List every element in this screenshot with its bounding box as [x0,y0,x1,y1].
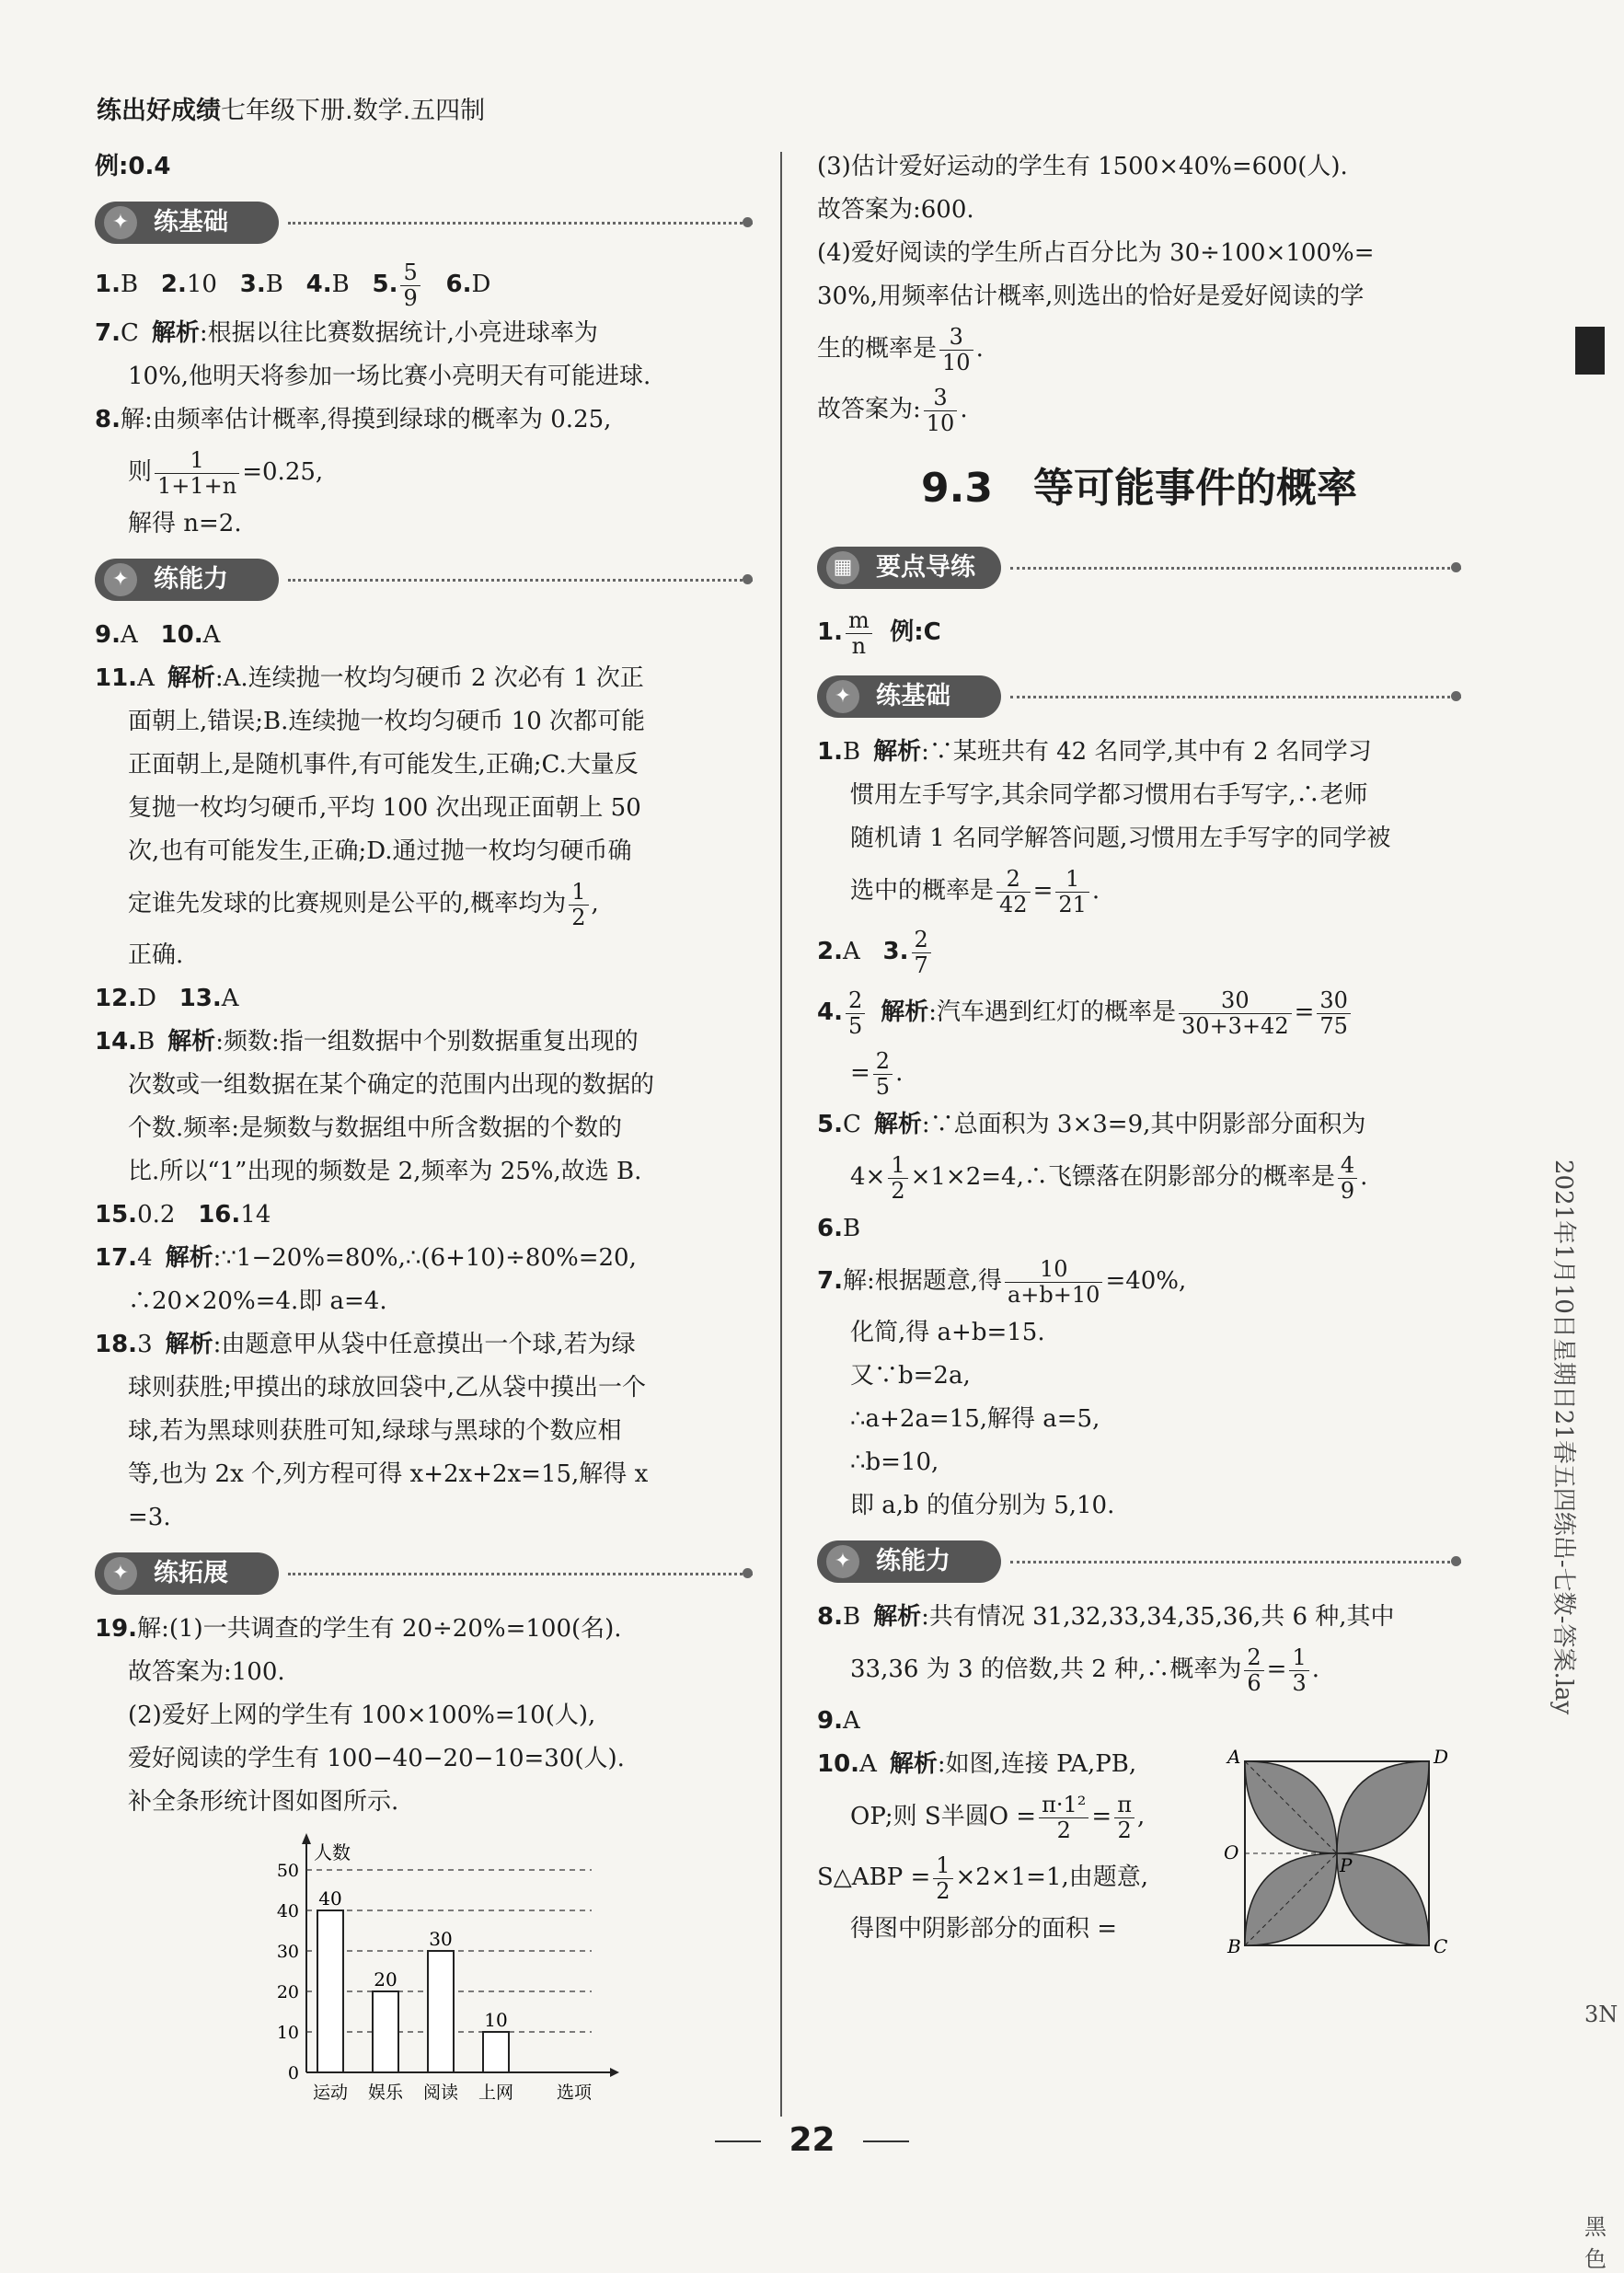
x-tick-label: 娱乐 [367,2083,404,2103]
y-tick-label: 40 [276,1901,299,1921]
y-axis-arrow [302,1833,311,1844]
section-banner-basics-2: ✦ 练基础 [817,666,1461,727]
right-column [817,145,1461,1955]
label-p: P [1340,1854,1353,1876]
question-7: 7.C 解析:根据以往比赛数据统计,小亮进球率为 10%,他明天将参加一场比赛小亮明天有可能进球. [95,319,651,390]
label-b: B [1227,1935,1241,1955]
runner-icon: ✦ [104,563,137,596]
right-answer-9: 9.A [817,1707,860,1735]
bar-value-label: 30 [429,1928,453,1950]
example-line: 例:0.4 [95,153,171,180]
question-19: 19.解:(1)一共调查的学生有 20÷20%=100(名). 故答案为:100. (2)爱好上网的学生有 100×100%=10(人), 爱好阅读的学生有 100−40−20−10=30(人). 补全条形统计图如图所示. [95,1615,625,1816]
y-tick-label: 30 [276,1942,299,1962]
grid-icon: ▦ [826,551,859,584]
page-number: 22 [0,2121,1624,2159]
bar-value-label: 40 [318,1887,342,1910]
section-title: 9.3 等可能事件的概率 [921,465,1357,512]
label-d: D [1434,1746,1449,1768]
y-tick-label: 0 [287,2063,299,2083]
runner-icon: ✦ [826,1545,859,1578]
y-tick-label: 20 [276,1982,299,2002]
right-question-7: 7.解:根据题意,得 $\frac{10}{a+b+10}$ =40%, 化简,得 a+b=15. 又∵b=2a, ∴a+2a=15,解得 a=5, ∴b=10, 即 a,b 的值分别为 5,10. [817,1256,1187,1519]
bar-value-label: 20 [374,1968,397,1990]
question-11: 11.A 解析:A.连续抛一枚均匀硬币 2 次必有 1 次正 面朝上,错误;B.连续抛一枚均匀硬币 10 次都可能 正面朝上,是随机事件,有可能发生,正确;C.大量反 复抛一枚均匀硬币,平均 100 次出现正面朝上 50 次,也有可能发生,正确;D.通过抛一枚均匀硬币确 定谁先发球的比赛规则是公平的,概率均为 $\frac{1}{2}$ , 正确. [95,664,646,969]
section-banner-ability-2: ✦ 练能力 [817,1531,1461,1592]
bar [428,1951,454,2072]
petal-top-right [1337,1761,1429,1853]
fraction: $\frac{5}{9}$ [400,260,420,310]
column-divider [780,152,782,2117]
y-tick-label: 50 [276,1861,299,1881]
book-subtitle: 七年级下册.数学.五四制 [221,97,486,125]
key-point-1: 1. $\frac{m}{n}$ 例:C [817,607,941,659]
bar-value-label: 10 [484,2009,508,2031]
label-a: A [1227,1746,1241,1768]
running-header [97,90,485,126]
right-question-10: 10.A 解析:如图,连接 PA,PB, OP;则 S半圆O = $\frac{\text{π·1²}}{2}$ = $\frac{\pi}{2}$ , S△ABP = $\frac{1}{2}$ ×2×1=1,由题意, 得图中阴影部分的面积 = A D B C O P [817,1743,1461,1951]
x-tick-label: 运动 [312,2083,349,2103]
right-answer-6: 6.B [817,1215,861,1242]
question-14: 14.B 解析:频数:指一组数据中个别数据重复出现的 次数或一组数据在某个确定的范围内出现的数据的 个数.频率:是频数与数据组中所含数据的个数的 比.所以“1”出现的频数是 2,频率为 25%,故选 B. [95,1028,655,1185]
side-tab [1575,327,1605,375]
question-18: 18.3 解析:由题意甲从袋中任意摸出一个球,若为绿 球则获胜;甲摸出的球放回袋中,乙从袋中摸出一个 球,若为黑球则获胜可知,绿球与黑球的个数应相 等,也为 2x 个,列方程可得 x+2x+2x=15,解得 x =3. [95,1331,649,1531]
x-axis-arrow [610,2068,619,2077]
runner-icon: ✦ [104,206,137,239]
answers-1-6: 1.B 2.10 3.B 4.B 5. $\frac{5}{9}$ 6.D [95,260,491,311]
print-mark-3n: 3N [1584,2002,1618,2027]
question-19-continued: (3)估计爱好运动的学生有 1500×40%=600(人). 故答案为:600. (4)爱好阅读的学生所占百分比为 30÷100×100%= 30%,用频率估计概率,则选出的恰好是爱好阅读的学 生的概率是 $\frac{3}{10}$ . 故答案为: $\frac{3}{10}$ . [817,153,1375,436]
right-question-1: 1.B 解析:∵某班共有 42 名同学,其中有 2 名同学习 惯用左手写字,其余同学都习惯用右手写字,∴老师 随机请 1 名同学解答问题,习惯用左手写字的同学被 选中的概率是 $\frac{2}{42}$ = $\frac{1}{21}$ . [817,738,1391,917]
side-print-info: 2021年1月10日星期日21春五四练出-七数-答案.lay [1549,1160,1577,1715]
bar [373,1991,398,2072]
label-o: O [1224,1841,1239,1863]
section-banner-key-points: ▦ 要点导练 [817,537,1461,598]
right-question-4: 4. $\frac{2}{5}$ 解析:汽车遇到红灯的概率是 $\frac{30}{30+3+42}$ = $\frac{30}{75}$ = $\frac{2}{5}$ . [817,982,1461,1103]
brand-name: 练出好成绩 [97,97,221,125]
runner-icon: ✦ [826,680,859,713]
bar [317,1910,343,2072]
bar-chart-svg [260,1824,647,2118]
runner-icon: ✦ [104,1557,137,1590]
right-question-5: 5.C 解析:∵总面积为 3×3=9,其中阴影部分面积为 4× $\frac{1}{2}$ ×1×2=4,∴飞镖落在阴影部分的概率是 $\frac{4}{9}$ . [817,1111,1368,1204]
print-mark-color: 黑色 [1584,2214,1607,2272]
right-question-8: 8.B 解析:共有情况 31,32,33,34,35,36,共 6 种,其中 33,36 为 3 的倍数,共 2 种,∴概率为 $\frac{2}{6}$ = $\frac{1}{3}$ . [817,1603,1395,1696]
section-banner-ability: ✦ 练能力 [95,549,753,610]
answers-12-13: 12.D 13.A [95,985,239,1012]
x-tick-label: 阅读 [422,2083,459,2103]
petal-figure [1222,1743,1452,1955]
label-c: C [1434,1935,1448,1955]
x-axis-label: 选项 [557,2083,593,2103]
section-banner-extension: ✦ 练拓展 [95,1543,753,1604]
answers-9-10: 9.A 10.A [95,621,221,649]
x-tick-label: 上网 [478,2083,514,2103]
answers-15-16: 15.0.2 16.14 [95,1201,271,1229]
y-tick-label: 10 [276,2023,299,2043]
right-answers-2-3: 2.A 3. $\frac{2}{7}$ [817,921,1461,982]
bar [483,2032,509,2072]
question-17: 17.4 解析:∵1−20%=80%,∴(6+10)÷80%=20, ∴20×20%=4.即 a=4. [95,1244,637,1315]
left-column [95,145,753,2128]
y-axis-label: 人数 [314,1841,351,1863]
question-8: 8.解:由频率估计概率,得摸到绿球的概率为 0.25, 则 $\frac{1}{1+1+n}$ =0.25, 解得 n=2. [95,406,612,537]
section-banner-basics: ✦ 练基础 [95,192,753,253]
bar-chart [95,1824,753,2128]
